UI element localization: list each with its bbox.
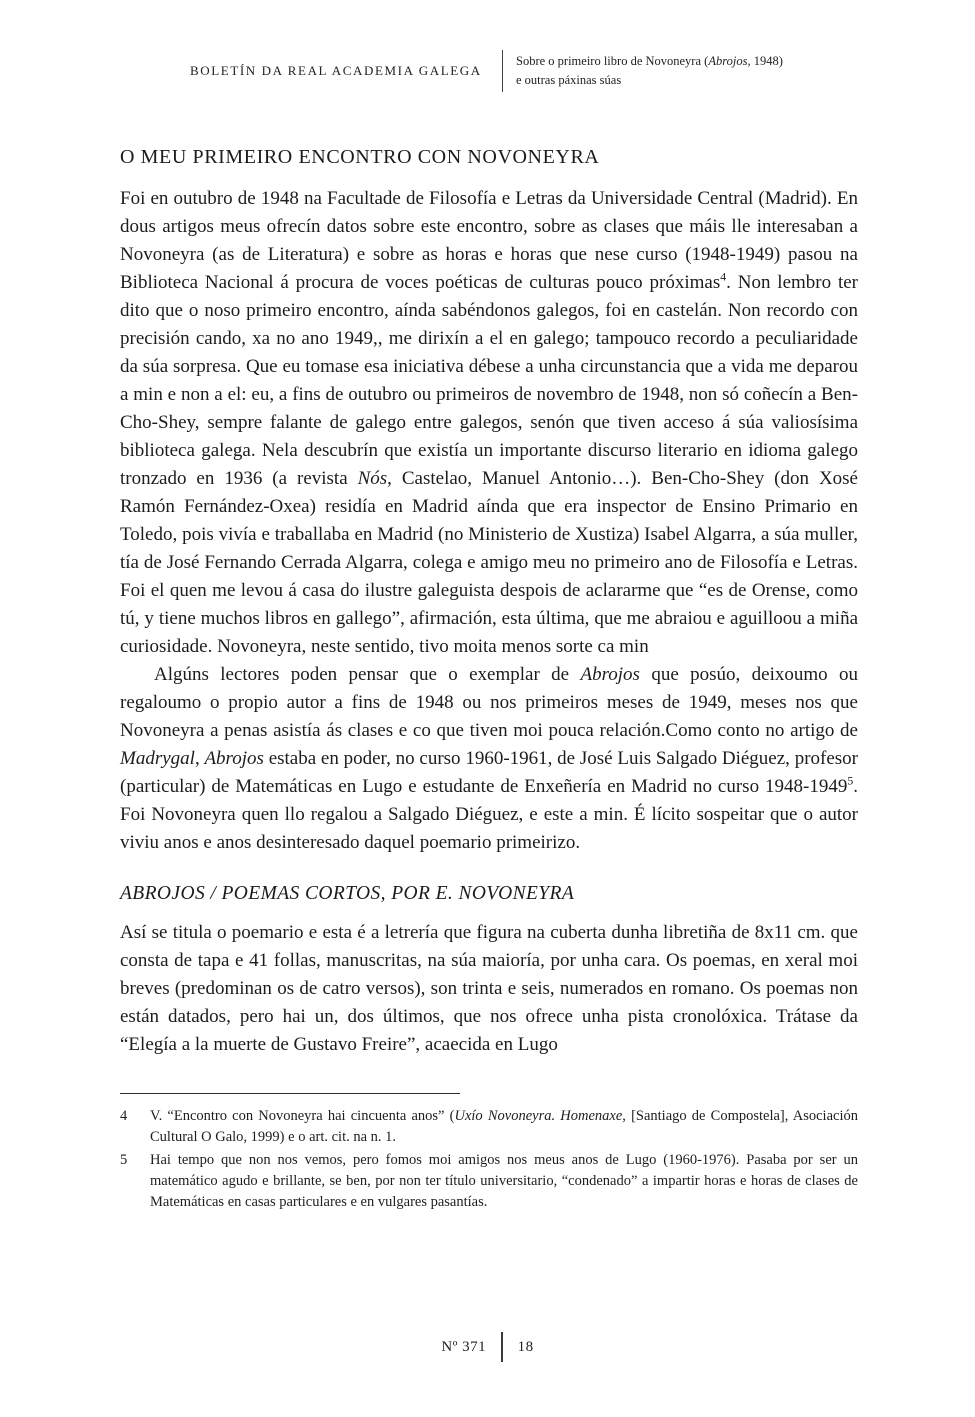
paragraph-1: Foi en outubro de 1948 na Facultade de Filosofía e Letras da Universidade Central (Madrid). En dous artigos meus ofrecín datos sobre este encontro, sobre as clases que máis lle interesaban a Novoneyra (as de Literatura) e sobre as horas e horas que nese curso (1948-1949) pasou na Biblioteca Nacional á procura de voces poéticas de culturas pouco próximas$^4$. Non lembro ter dito que o noso primeiro encontro, aínda sabéndonos galegos, foi en castelán. Non recordo con precisión cando, xa no ano 1949,, me dirixín a el en galego; tampouco recordo a peculiaridade da súa sorpresa. Que eu tomase esa iniciativa débese a unha circunstancia que a vida me deparou a min e non a el: eu, a fins de outubro ou primeiros de novembro de 1948, non só coñecín a Ben-Cho-Shey, sempre falante de galego entre galegos, senón que tiven acceso á súa valiosísima biblioteca galega. Nela descubrín que existía un importante discurso literario en idioma galego tronzado en 1936 (a revista Nós, Castelao, Manuel Antonio…). Ben-Cho-Shey (don Xosé Ramón Fernández-Oxea) residía en Madrid aínda que era inspector de Ensino Primario en Toledo, pois vivía e traballaba en Madrid (no Ministerio de Xustiza) Isabel Algarra, a súa muller, tía de José Fernando Cerrada Algarra, colega e amigo meu no primeiro ano de Filosofía e Letras. Foi el quen me levou á casa do ilustre galeguista despois de aclararme que “es de Orense, como tú, y tiene muchos libros en gallego”, afirmación, esta última, que me abraiou e aguilloou a miña curiosidade. Novoneyra, neste sentido, tivo moita menos sorte ca min: [120, 188, 859, 657]
paragraph-3: Así se titula o poemario e esta é a letrería que figura na cuberta dunha libretiña de 8x11 cm. que consta de tapa e 41 follas, manuscritas, na súa maioría, por unha cara. Os poemas, en xeral moi breves (predominan os de catro versos), son trinta e seis, numerados en romano. Os poemas non están datados, pero hai un, dos últimos, que nos ofrece unha pista cronolóxica. Trátase da “Elegía a la muerte de Gustavo Freire”, acaecida en Lugo: [120, 922, 858, 1055]
running-head-line2: e outras páxinas súas: [516, 73, 622, 87]
running-head-text: [516, 50, 858, 92]
footnotes-section: [120, 1093, 858, 1213]
section-heading-abrojos: ABROJOS / POEMAS CORTOS, POR E. NOVONEYRA: [120, 883, 575, 904]
footnote-rule: [120, 1093, 460, 1094]
page-header: [120, 48, 858, 94]
footnote-4: [120, 1106, 858, 1148]
header-divider-rule: [502, 50, 503, 92]
running-head-line1: Sobre o primeiro libro de Novoneyra (Abrojos, 1948): [516, 54, 783, 68]
footnote-number: 5: [120, 1152, 128, 1168]
footnote-reference: 4: [720, 270, 727, 284]
section-heading-primeiro-encontro: O MEU PRIMEIRO ENCONTRO CON NOVONEYRA: [120, 146, 600, 168]
footnote-text: Hai tempo que non nos vemos, pero fomos moi amigos nos meus anos de Lugo (1960-1976). Pasaba por ser un matemático agudo e brillante, se ben, por non ter título universitario, “condenado” a impartir horas e horas de clases de Matemáticas en casas particulares e en vulgares pasantías.: [150, 1152, 858, 1210]
journal-title: BOLETÍN DA REAL ACADEMIA GALEGA: [190, 63, 482, 78]
footnote-text: V. “Encontro con Novoneyra hai cincuenta anos” (Uxío Novoneyra. Homenaxe, [Santiago de Compostela], Asociación Cultural O Galo, 1999) e o art. cit. na n. 1.: [150, 1108, 858, 1145]
article-body: [120, 146, 858, 1059]
issue-number: Nº 371: [441, 1338, 487, 1355]
paragraph-2: Algúns lectores poden pensar que o exemplar de Abrojos que posúo, deixoumo ou regaloumo o propio autor a fins de 1948 ou nos primeiros meses de 1949, meses nos que Novoneyra a penas asistía ás clases e co que tiven moi pouca relación.Como conto no artigo de Madrygal, Abrojos estaba en poder, no curso 1960-1961, de José Luis Salgado Diéguez, profesor (particular) de Matemáticas en Lugo e estudante de Enxeñería en Madrid no curso 1948-1949$^5$. Foi Novoneyra quen llo regalou a Salgado Diéguez, e este a min. É lícito sospeitar que o autor viviu anos e anos desinteresado daquel poemario primeirizo.: [120, 664, 858, 853]
page-number: 18: [517, 1338, 534, 1355]
footnote-number: 4: [120, 1108, 128, 1124]
page-footer: [0, 1332, 975, 1362]
footnote-5: [120, 1150, 858, 1213]
footnote-reference: 5: [847, 774, 854, 788]
running-head: [502, 50, 858, 92]
